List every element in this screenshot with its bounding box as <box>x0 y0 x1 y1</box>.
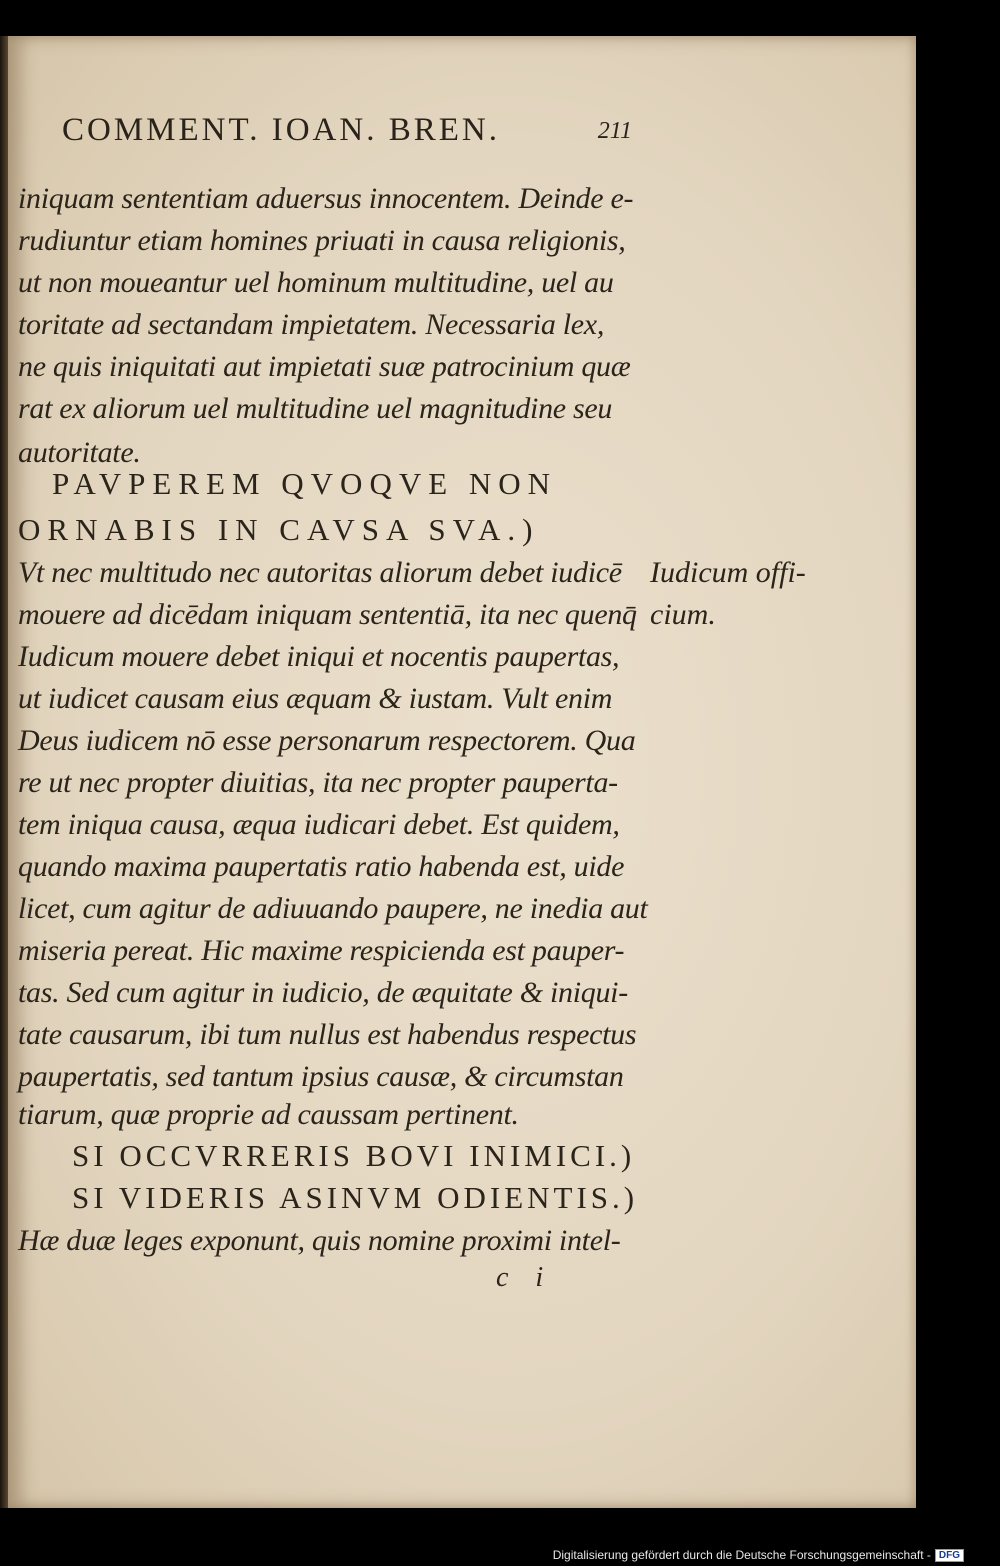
credit-text: Digitalisierung gefördert durch die Deutsche Forschungsgemeinschaft - <box>552 1548 931 1562</box>
text-line: tem iniqua causa, æqua iudicari debet. Est quidem, <box>18 808 620 841</box>
marginal-note-line: cium. <box>650 598 716 631</box>
text-line: tas. Sed cum agitur in iudicio, de æquitate & iniqui- <box>18 976 628 1009</box>
text-line: Vt nec multitudo nec autoritas aliorum debet iudicē <box>18 556 622 589</box>
marginal-note-line: Iudicum offi- <box>650 556 806 589</box>
text-line: ut iudicet causam eius æquam & iustam. Vult enim <box>18 682 613 715</box>
section-heading-line: ORNABIS IN CAVSA SVA.) <box>18 512 540 547</box>
dfg-logo: DFG <box>935 1549 964 1562</box>
text-line: paupertatis, sed tantum ipsius causæ, & circumstan <box>18 1060 624 1093</box>
text-line: toritate ad sectandam impietatem. Necessaria lex, <box>18 308 605 341</box>
text-line: autoritate. <box>18 436 141 469</box>
signature-mark: c i <box>496 1262 544 1293</box>
page-header <box>62 112 632 160</box>
folio-number: 211 <box>597 118 632 144</box>
text-line: Hæ duæ leges exponunt, quis nomine proximi intel- <box>18 1224 621 1257</box>
text-line: ut non moueantur uel hominum multitudine, uel au <box>18 266 614 299</box>
text-line: re ut nec propter diuitias, ita nec propter paupertа- <box>18 766 618 799</box>
text-line: mouere ad dicēdam iniquam sententiā, ita nec quenq̄ <box>18 598 637 631</box>
section-heading-line: SI VIDERIS ASINVM ODIENTIS.) <box>72 1180 639 1215</box>
running-title: COMMENT. IOAN. BREN. <box>62 112 500 148</box>
text-line: Iudicum mouere debet iniqui et nocentis paupertas, <box>18 640 620 673</box>
text-line: quando maxima paupertatis ratio habenda est, uide <box>18 850 625 883</box>
text-line: tate causarum, ibi tum nullus est habendus respectus <box>18 1018 637 1051</box>
text-line: rudiuntur etiam homines priuati in causa religionis, <box>18 224 626 257</box>
text-line: Deus iudicem nō esse personarum respectorem. Qua <box>18 724 636 757</box>
text-line: rat ex aliorum uel multitudine uel magnitudine seu <box>18 392 613 425</box>
digitization-credit <box>553 1546 964 1564</box>
section-heading-line: SI OCCVRRERIS BOVI INIMICI.) <box>72 1138 636 1173</box>
text-line: ne quis iniquitati aut impietati suæ patrocinium quæ <box>18 350 631 383</box>
text-line: iniquam sententiam aduersus innocentem. Deinde e- <box>18 182 634 215</box>
text-line: miseria pereat. Hic maxime respicienda est pauper- <box>18 934 625 967</box>
section-heading-line: PAVPEREM QVOQVE NON <box>52 466 558 501</box>
text-line: tiarum, quæ proprie ad caussam pertinent. <box>18 1098 519 1131</box>
text-line: licet, cum agitur de adiuuando paupere, ne inedia aut <box>18 892 648 925</box>
